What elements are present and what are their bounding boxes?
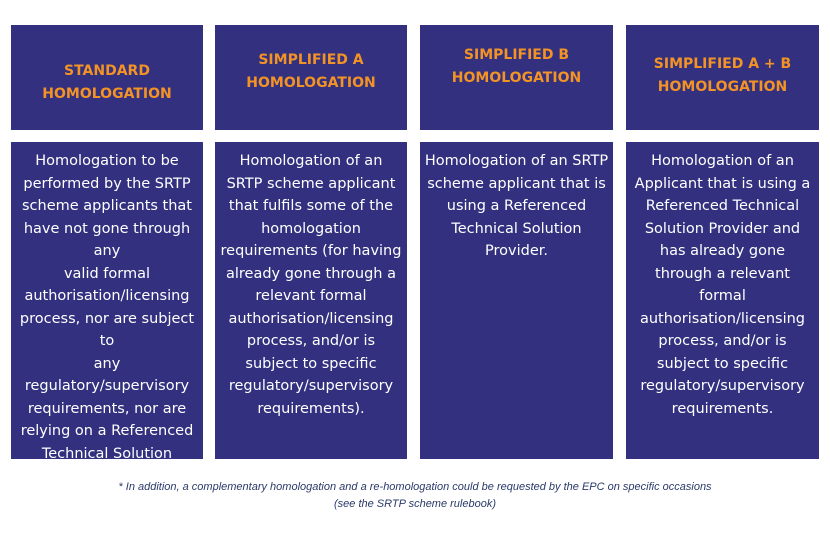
column-description: Homologation of an SRTP scheme applicant that is using a Referenced Technical Solution Provider. (424, 153, 609, 259)
column-description: Homologation to be performed by the SRTP scheme applicants that have not gone through any valid formal authorisation/licensing process, nor are subject to any regulatory/supervisory requirements, nor are relying on a Referenced Technical Solution Provider. (19, 153, 195, 484)
simplified-b-homologation-description (420, 142, 613, 459)
simplified-a-homologation-description (215, 142, 407, 459)
column-title: STANDARD HOMOLOGATION (42, 62, 172, 102)
simplified-a-b-homologation-header (626, 25, 819, 130)
standard-homologation-header (11, 25, 203, 130)
footnote: * In addition, a complementary homologation and a re-homologation could be requested by the EPC on specific occasions (see the SRTP scheme rulebook) (118, 481, 712, 510)
column-description: Homologation of an SRTP scheme applicant that fulfils some of the homologation requirements (for having already gone through a relevant formal authorisation/licensing process, and/or is subject to specific regulatory/supervisory requirements). (220, 153, 402, 417)
simplified-a-b-homologation-description (626, 142, 819, 459)
column-description: Homologation of an Applicant that is using a Referenced Technical Solution Provider and has already gone through a relevant formal authorisation/licensing process, and/or is subject to specific regulatory/supervisory requirements. (634, 153, 811, 417)
standard-homologation-description (11, 142, 203, 484)
column-title: SIMPLIFIED A HOMOLOGATION (246, 51, 376, 91)
column-title: SIMPLIFIED B HOMOLOGATION (451, 46, 582, 86)
simplified-b-homologation-header (420, 25, 613, 130)
simplified-a-homologation-header (215, 25, 407, 130)
column-title: SIMPLIFIED A + B HOMOLOGATION (653, 55, 792, 95)
